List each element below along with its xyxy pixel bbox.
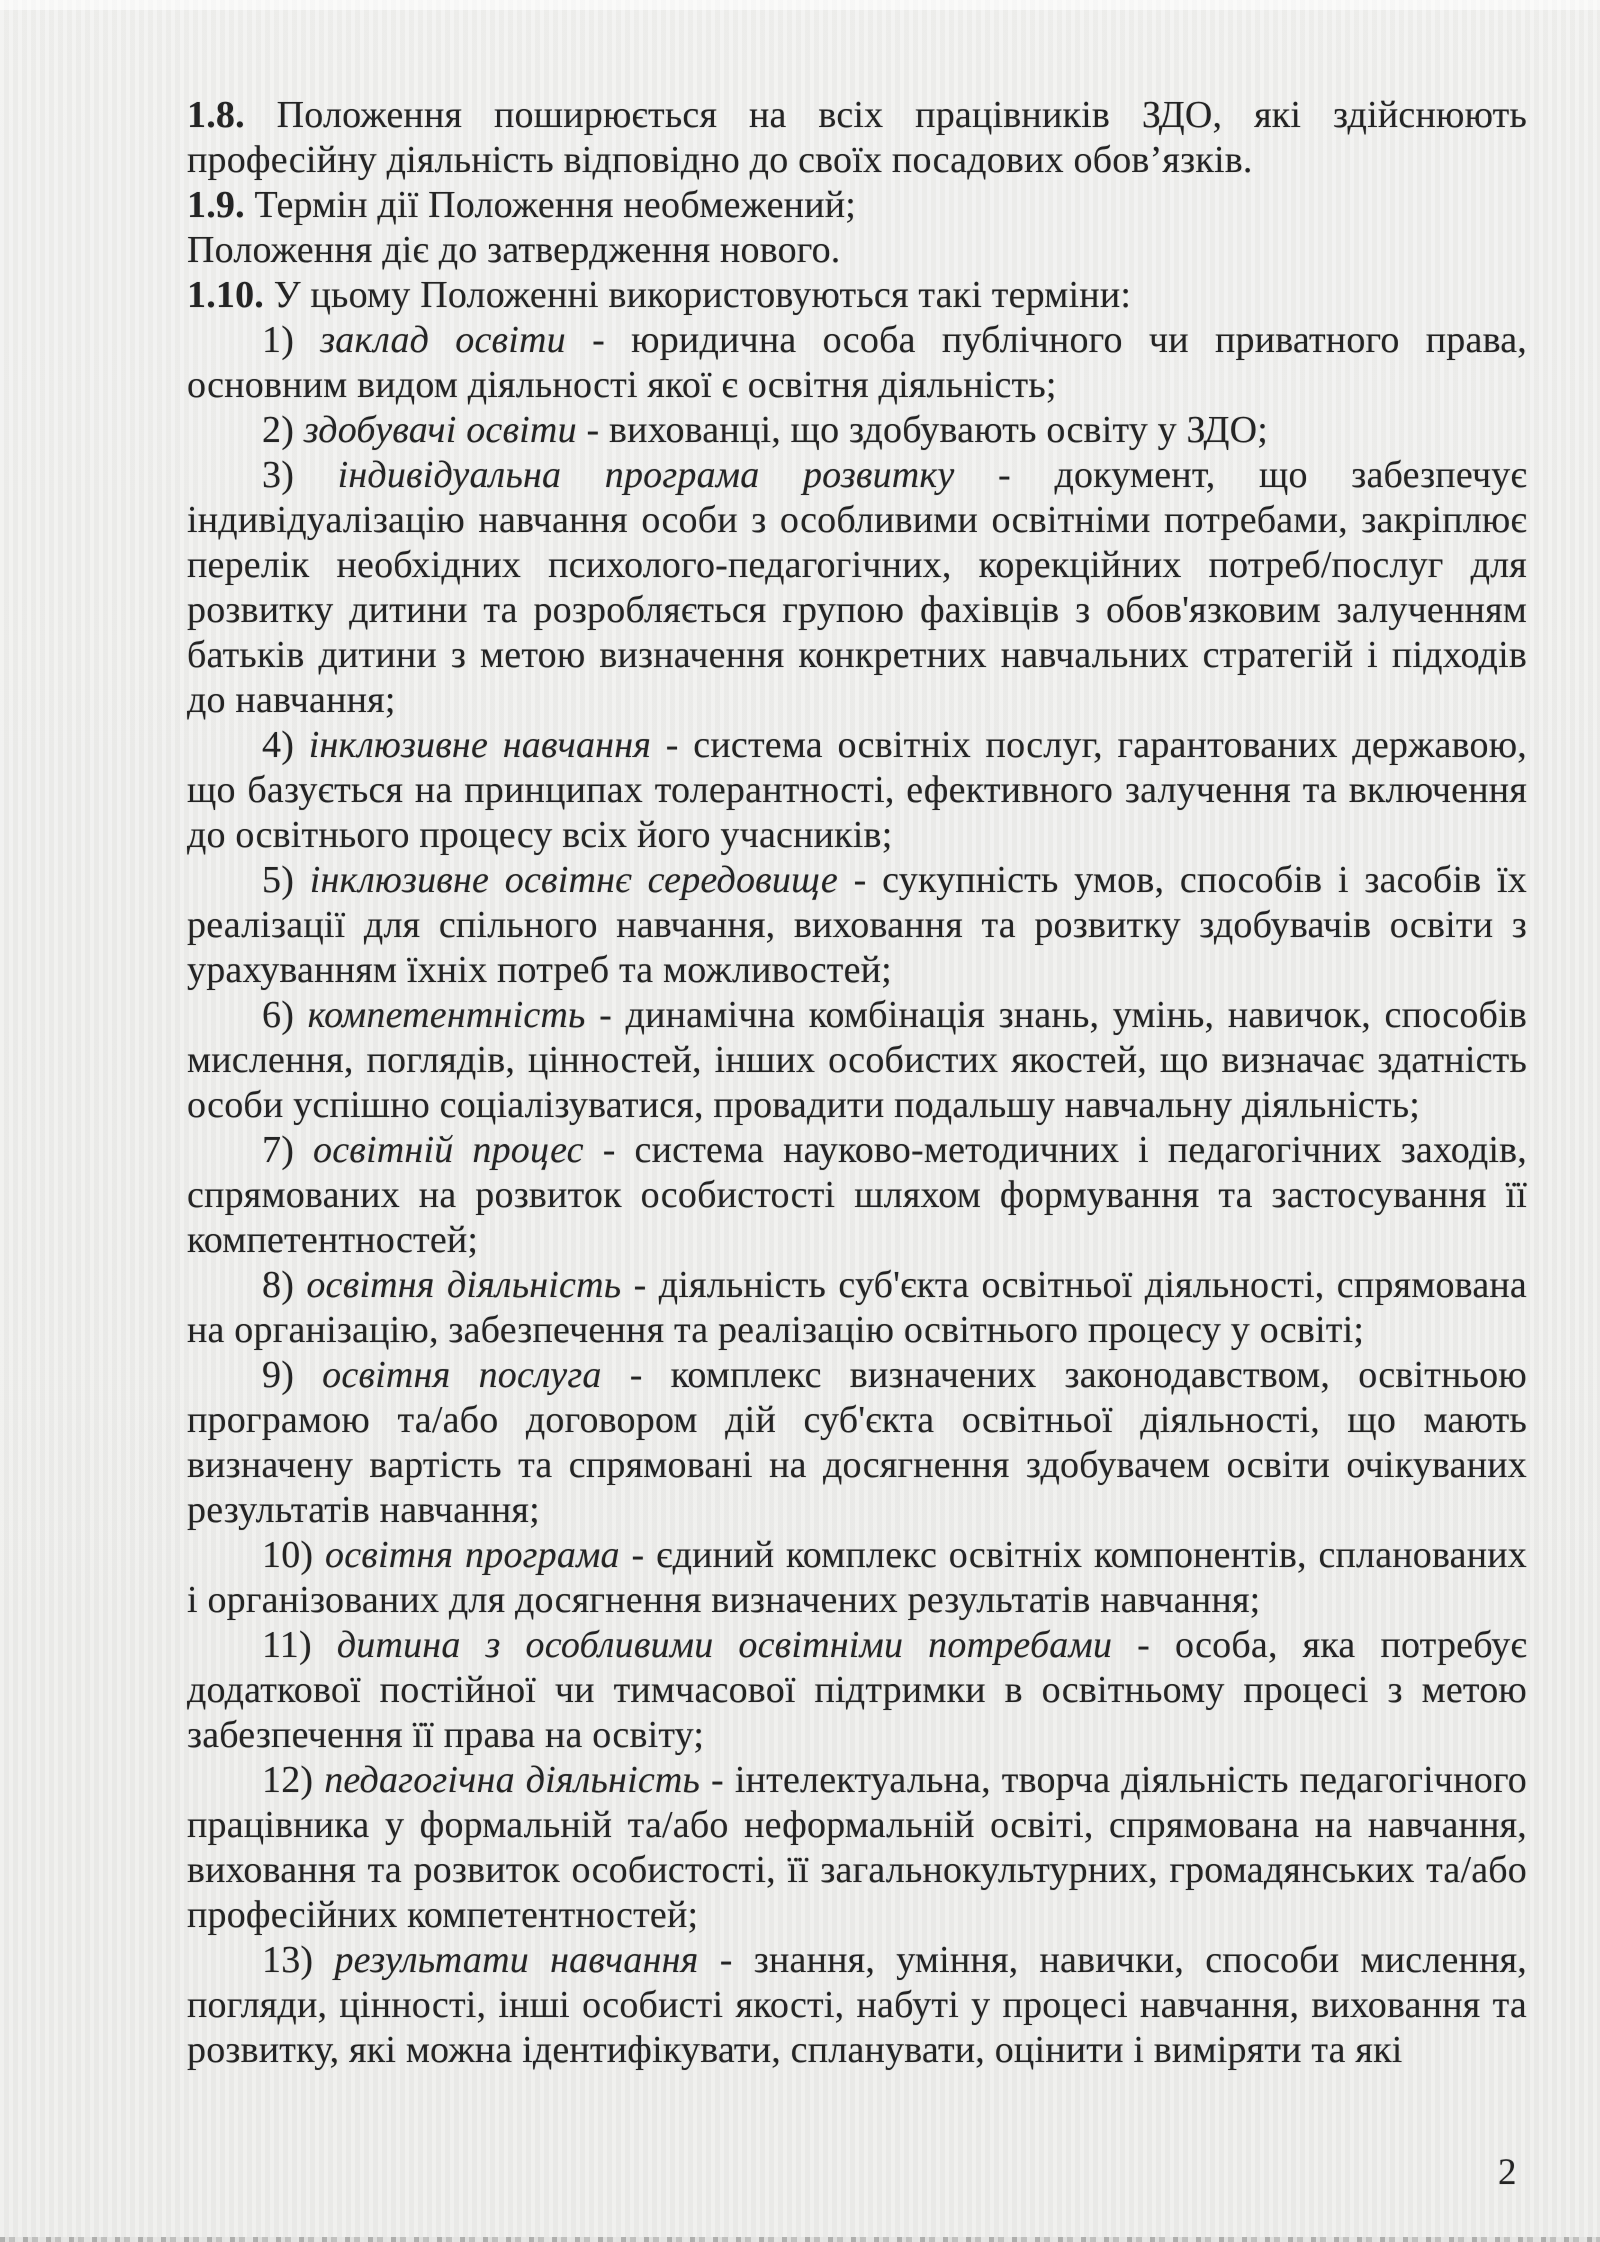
defined-term: освітня діяльність xyxy=(306,1264,622,1306)
paragraph-9: 5) інклюзивне освітнє середовище - сукупність умов, способів і засобів їх реалізації для спільного навчання, виховання та розвитку здобувачів освіти з урахуванням їхніх потреб та можливостей; xyxy=(187,859,1527,991)
scan-edge-highlight xyxy=(0,0,1600,10)
paragraph-15: 11) дитина з особливими освітніми потребами - особа, яка потребує додаткової постійної чи тимчасової підтримки в освітньому процесі з метою забезпечення її права на освіту; xyxy=(187,1624,1528,1756)
page-number: 2 xyxy=(1498,2152,1517,2193)
defined-term: інклюзивне освітнє середовище xyxy=(309,859,838,901)
paragraph-3: Положення діє до затвердження нового. xyxy=(187,229,841,271)
paragraph-2: 1.9. Термін дії Положення необмежений; xyxy=(187,184,857,226)
defined-term: індивідуальна програма розвитку xyxy=(337,454,955,496)
defined-term: інклюзивне навчання xyxy=(308,724,652,766)
defined-term: компетентність xyxy=(307,994,586,1036)
paragraph-8: 4) інклюзивне навчання - система освітніх послуг, гарантованих державою, що базується на принципах толерантності, ефективного залучення та включення до освітнього процесу всіх його учасників; xyxy=(187,724,1527,856)
paragraph-16: 12) педагогічна діяльність - інтелектуальна, творча діяльність педагогічного працівника у формальній та/або неформальній освіті, спрямована на навчання, виховання та розвиток особистості, її загальнокультурних, громадянських та/або професійних компетентностей; xyxy=(187,1759,1527,1936)
defined-term: результати навчання xyxy=(334,1939,699,1981)
paragraph-7: 3) індивідуальна програма розвитку - документ, що забезпечує індивідуалізацію навчання особи з особливими освітніми потребами, закріплює перелік необхідних психолого-педагогічних, корекційних потреб/послуг для розвитку дитини та розробляється групою фахівців з обов'язковим залученням батьків дитини з метою визначення конкретних навчальних стратегій і підходів до навчання; xyxy=(187,454,1527,721)
defined-term: заклад освіти xyxy=(320,319,566,361)
paragraph-13: 9) освітня послуга - комплекс визначених законодавством, освітньою програмою та/або договором дій суб'єкта освітньої діяльності, що мають визначену вартість та спрямовані на досягнення здобувачем освіти очікуваних результатів навчання; xyxy=(187,1354,1527,1531)
defined-term: педагогічна діяльність xyxy=(324,1759,701,1801)
scan-edge-artifact xyxy=(0,2237,1600,2242)
paragraph-11: 7) освітній процес - система науково-методичних і педагогічних заходів, спрямованих на розвиток особистості шляхом формування та застосування її компетентностей; xyxy=(187,1129,1527,1261)
paragraph-10: 6) компетентність - динамічна комбінація знань, умінь, навичок, способів мислення, поглядів, цінностей, інших особистих якостей, що визначає здатність особи успішно соціалізуватися, провадити подальшу навчальну діяльність; xyxy=(187,994,1527,1126)
paragraph-1: 1.8. Положення поширюється на всіх працівників ЗДО, які здійснюють професійну діяльність відповідно до своїх посадових обов’язків. xyxy=(187,94,1527,181)
defined-term: здобувачі освіти xyxy=(303,409,577,451)
defined-term: освітній процес xyxy=(313,1129,584,1171)
paragraph-17: 13) результати навчання - знання, уміння, навички, способи мислення, погляди, цінності, інші особисті якості, набуті у процесі навчання, виховання та розвитку, які можна ідентифікувати, спланувати, оцінити і виміряти та які xyxy=(187,1939,1527,2071)
paragraph-4: 1.10. У цьому Положенні використовуються такі терміни: xyxy=(187,274,1132,316)
document-body xyxy=(187,93,1527,2073)
paragraph-14: 10) освітня програма - єдиний комплекс освітніх компонентів, спланованих і організованих для досягнення визначених результатів навчання; xyxy=(187,1534,1527,1621)
paragraph-6: 2) здобувачі освіти - вихованці, що здобувають освіту у ЗДО; xyxy=(262,409,1268,451)
defined-term: освітня програма xyxy=(325,1534,620,1576)
paragraph-5: 1) заклад освіти - юридична особа публічного чи приватного права, основним видом діяльності якої є освітня діяльність; xyxy=(187,319,1527,406)
defined-term: освітня послуга xyxy=(322,1354,602,1396)
paragraph-12: 8) освітня діяльність - діяльність суб'єкта освітньої діяльності, спрямована на організацію, забезпечення та реалізацію освітнього процесу у освіті; xyxy=(187,1264,1527,1351)
defined-term: дитина з особливими освітніми потребами xyxy=(336,1624,1113,1666)
